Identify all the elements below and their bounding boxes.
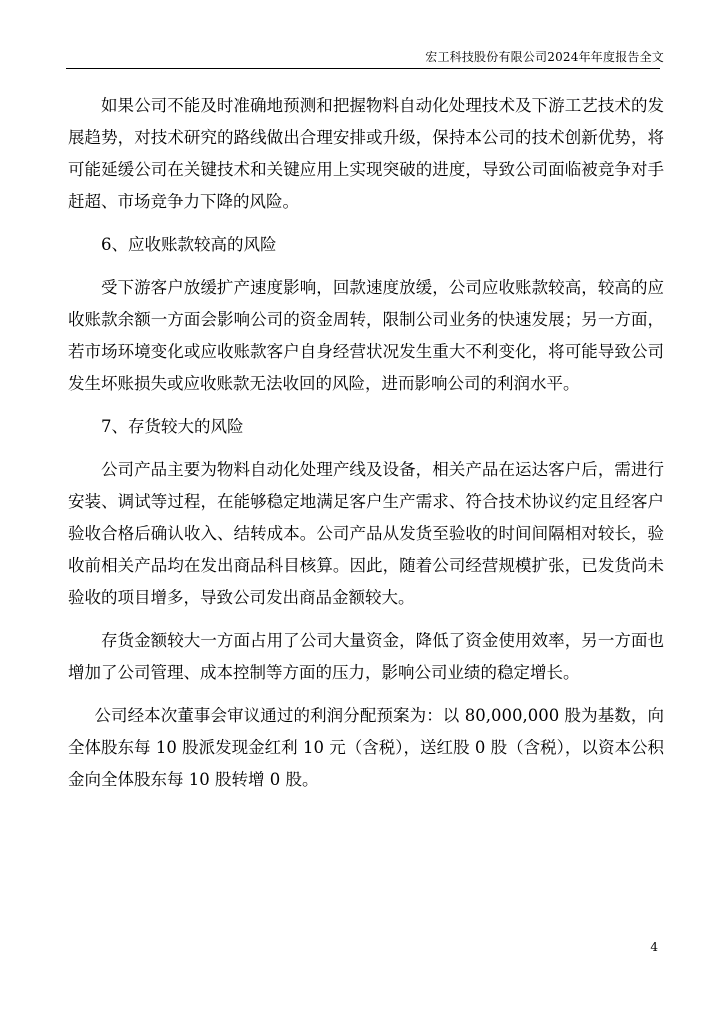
header-divider: [66, 68, 660, 69]
paragraph-inventory-impact: 存货金额较大一方面占用了公司大量资金，降低了资金使用效率，另一方面也增加了公司管理、成本控制等方面的压力，影响公司业绩的稳定增长。: [68, 631, 664, 682]
page-number: 4: [650, 940, 658, 954]
page-header-title: 宏工科技股份有限公司2024年年度报告全文: [425, 50, 664, 64]
heading-inventory-risk: 7、存货较大的风险: [101, 417, 244, 436]
document-body: [68, 90, 664, 807]
paragraph-profit-distribution: 公司经本次董事会审议通过的利润分配预案为：以 80,000,000 股为基数，向全体股东每 10 股派发现金红利 10 元（含税），送红股 0 股（含税），以资本公积金向全体股东每 10 股转增 0 股。: [68, 706, 664, 789]
paragraph-receivables-risk: 受下游客户放缓扩产速度影响，回款速度放缓，公司应收账款较高，较高的应收账款余额一方面会影响公司的资金周转，限制公司业务的快速发展；另一方面，若市场环境变化或应收账款客户自身经营状况发生重大不利变化，将可能导致公司发生坏账损失或应收账款无法收回的风险，进而影响公司的利润水平。: [68, 278, 664, 393]
heading-receivables-risk: 6、应收账款较高的风险: [101, 235, 277, 254]
paragraph-technology-risk: 如果公司不能及时准确地预测和把握物料自动化处理技术及下游工艺技术的发展趋势，对技术研究的路线做出合理安排或升级，保持本公司的技术创新优势，将可能延缓公司在关键技术和关键应用上实现突破的进度，导致公司面临被竞争对手赶超、市场竞争力下降的风险。: [68, 96, 664, 211]
paragraph-inventory-risk: 公司产品主要为物料自动化处理产线及设备，相关产品在运达客户后，需进行安装、调试等过程，在能够稳定地满足客户生产需求、符合技术协议约定且经客户验收合格后确认收入、结转成本。公司产品从发货至验收的时间间隔相对较长，验收前相关产品均在发出商品科目核算。因此，随着公司经营规模扩张，已发货尚未验收的项目增多，导致公司发出商品金额较大。: [68, 460, 664, 607]
